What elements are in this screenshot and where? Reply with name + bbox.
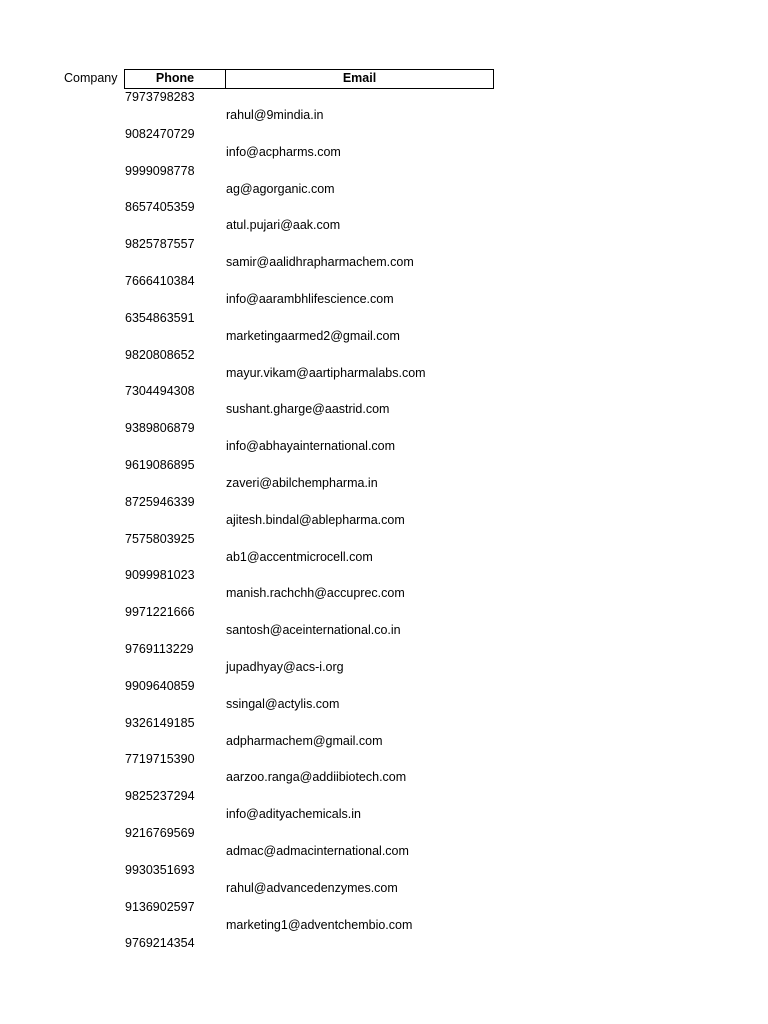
email-address: rahul@advancedenzymes.com <box>226 880 398 895</box>
email-address: ab1@accentmicrocell.com <box>226 549 373 564</box>
email-address: marketingaarmed2@gmail.com <box>226 328 400 343</box>
email-address: atul.pujari@aak.com <box>226 218 341 233</box>
email-address: ag@agorganic.com <box>226 181 335 196</box>
phone-number: 7575803925 <box>125 531 195 546</box>
phone-number: 9389806879 <box>125 421 195 436</box>
phone-number: 9820808652 <box>125 347 195 362</box>
phone-number: 8657405359 <box>125 200 195 215</box>
email-address: ssingal@actylis.com <box>226 696 340 711</box>
email-address: rahul@9mindia.in <box>226 108 324 122</box>
email-address: zaveri@abilchempharma.in <box>226 476 378 490</box>
phone-number: 9216769569 <box>125 826 195 840</box>
phone-column-header: Phone <box>125 70 226 88</box>
company-column-header: Company <box>64 71 118 85</box>
phone-number: 7304494308 <box>125 384 195 399</box>
phone-number: 9769214354 <box>125 936 195 951</box>
phone-number: 9136902597 <box>125 899 195 914</box>
email-address: info@acpharms.com <box>226 144 341 159</box>
phone-number: 7666410384 <box>125 274 195 288</box>
phone-number: 7719715390 <box>125 752 195 767</box>
email-address: admac@admacinternational.com <box>226 844 409 858</box>
phone-number: 9930351693 <box>125 862 195 877</box>
email-column-header: Email <box>342 71 377 85</box>
email-address: adpharmachem@gmail.com <box>226 733 383 748</box>
phone-number: 7973798283 <box>125 90 195 104</box>
phone-number: 9825787557 <box>125 237 195 252</box>
email-address: marketing1@adventchembio.com <box>226 917 413 932</box>
email-address: jupadhyay@acs-i.org <box>226 660 344 674</box>
email-address: ajitesh.bindal@ablepharma.com <box>226 512 405 527</box>
phone-number: 8725946339 <box>125 494 195 509</box>
email-address: info@abhayainternational.com <box>226 439 396 454</box>
phone-number: 9099981023 <box>125 568 195 583</box>
email-address: sushant.gharge@aastrid.com <box>226 402 390 417</box>
email-address: info@aarambhlifescience.com <box>226 292 394 306</box>
email-address: manish.rachchh@accuprec.com <box>226 586 405 601</box>
phone-number: 9082470729 <box>125 126 195 141</box>
phone-number: 9999098778 <box>125 163 195 178</box>
phone-number: 9909640859 <box>125 678 195 693</box>
phone-number: 9971221666 <box>125 605 195 620</box>
email-address: mayur.vikam@aartipharmalabs.com <box>226 365 426 380</box>
phone-number: 6354863591 <box>125 310 195 325</box>
phone-number: 9619086895 <box>125 458 195 472</box>
phone-number: 9825237294 <box>125 789 195 804</box>
phone-number: 9769113229 <box>125 642 194 656</box>
email-address: santosh@aceinternational.co.in <box>226 623 401 638</box>
phone-number: 9326149185 <box>125 715 195 730</box>
email-address: aarzoo.ranga@addiibiotech.com <box>226 770 407 785</box>
email-address: info@adityachemicals.in <box>226 807 361 822</box>
email-address: samir@aalidhrapharmachem.com <box>226 255 414 270</box>
